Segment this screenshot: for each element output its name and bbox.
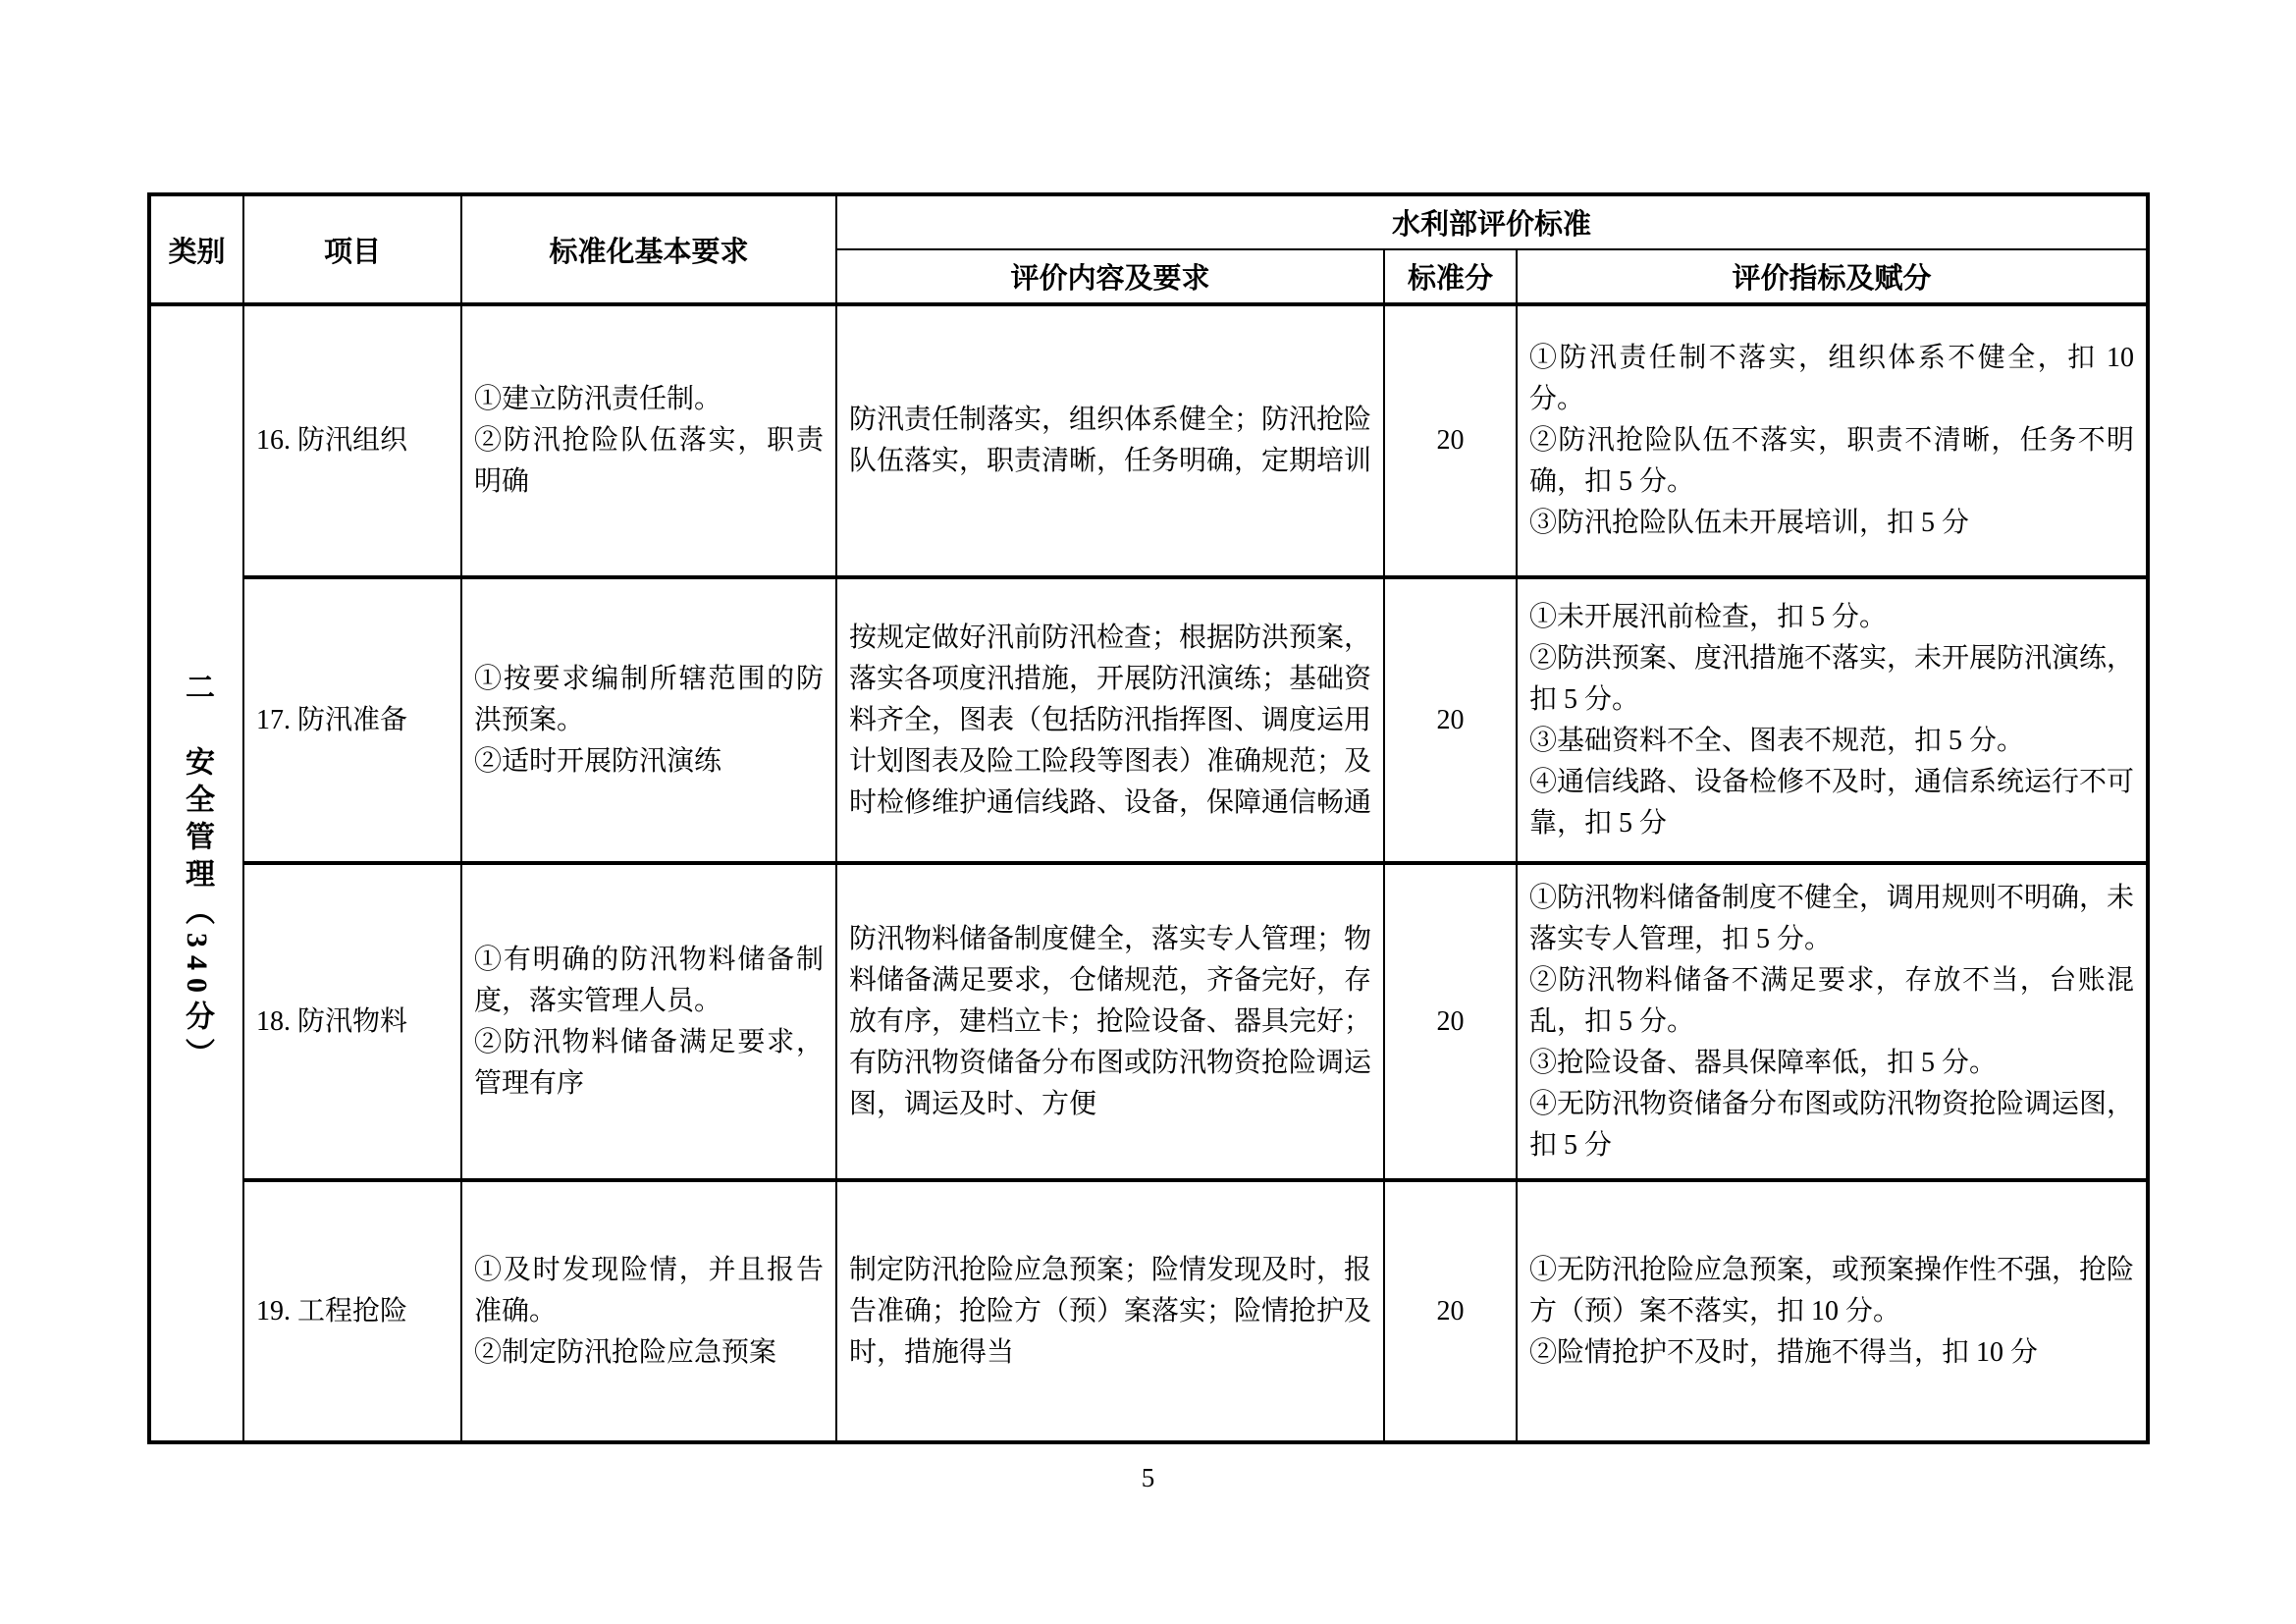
indicator-item: ③防汛抢险队伍未开展培训，扣 5 分 xyxy=(1529,508,1970,538)
indicators-cell xyxy=(1517,304,2148,577)
header-content: 评价内容及要求 xyxy=(836,249,1384,304)
requirements-cell xyxy=(461,863,836,1180)
indicator-item: ③抢险设备、器具保障率低，扣 5 分。 xyxy=(1529,1047,1998,1078)
indicator-item: ④无防汛物资储备分布图或防汛物资抢险调运图，扣 5 分 xyxy=(1529,1088,2135,1161)
indicator-item: ①防汛物料储备制度不健全，调用规则不明确，未落实专人管理，扣 5 分。 xyxy=(1529,882,2135,954)
indicators-cell xyxy=(1517,863,2148,1180)
indicator-item: ①未开展汛前检查，扣 5 分。 xyxy=(1529,601,1888,632)
requirement-item: ①有明确的防汛物料储备制度，落实管理人员。 xyxy=(474,944,824,1016)
requirement-item: ②制定防汛抢险应急预案 xyxy=(474,1336,777,1368)
indicator-item: ①防汛责任制不落实，组织体系不健全，扣 10 分。 xyxy=(1529,343,2134,414)
score-cell: 20 xyxy=(1384,304,1517,577)
requirement-item: ②防汛抢险队伍落实，职责明确 xyxy=(474,425,824,497)
content-text: 防汛物料储备制度健全，落实专人管理；物料储备满足要求，仓储规范，齐备完好，存放有序，建档立卡；抢险设备、器具完好；有防汛物资储备分布图或防汛物资抢险调运图，调运及时、方便 xyxy=(849,923,1372,1119)
header-indicators: 评价指标及赋分 xyxy=(1517,249,2148,304)
table-row-18 xyxy=(149,863,2148,1180)
requirement-item: ①按要求编制所辖范围的防洪预案。 xyxy=(474,663,824,735)
header-ministry-group: 水利部评价标准 xyxy=(836,194,2148,249)
header-row-group xyxy=(149,194,2148,249)
indicator-item: ①无防汛抢险应急预案，或预案操作性不强，抢险方（预）案不落实，扣 10 分。 xyxy=(1529,1254,2135,1326)
indicators-cell xyxy=(1517,577,2148,863)
header-category: 类别 xyxy=(149,194,243,304)
content-text: 制定防汛抢险应急预案；险情发现及时，报告准确；抢险方（预）案落实；险情抢护及时，措施得当 xyxy=(849,1254,1372,1368)
requirement-item: ①建立防汛责任制。 xyxy=(474,384,722,414)
table-row-17 xyxy=(149,577,2148,863)
indicator-item: ③基础资料不全、图表不规范，扣 5 分。 xyxy=(1529,725,2025,756)
header-score: 标准分 xyxy=(1384,249,1517,304)
requirement-item: ①及时发现险情，并且报告准确。 xyxy=(474,1254,824,1326)
table-row-19 xyxy=(149,1180,2148,1442)
indicator-item: ②防洪预案、度汛措施不落实，未开展防汛演练，扣 5 分。 xyxy=(1529,642,2135,715)
score-cell: 20 xyxy=(1384,863,1517,1180)
indicator-item: ②防汛抢险队伍不落实，职责不清晰，任务不明确，扣 5 分。 xyxy=(1529,425,2134,497)
category-label: 二 安全管理（340分） xyxy=(181,672,213,1075)
content-text: 按规定做好汛前防汛检查；根据防洪预案，落实各项度汛措施，开展防汛演练；基础资料齐全，图表（包括防汛指挥图、调度运用计划图表及险工险段等图表）准确规范；及时检修维护通信线路、设备，保障通信畅通 xyxy=(849,622,1372,818)
score-cell: 20 xyxy=(1384,577,1517,863)
content-cell xyxy=(836,304,1384,577)
content-cell xyxy=(836,577,1384,863)
indicator-item: ②防汛物料储备不满足要求，存放不当，台账混乱，扣 5 分。 xyxy=(1529,964,2134,1037)
header-requirements: 标准化基本要求 xyxy=(461,194,836,304)
item-cell: 18. 防汛物料 xyxy=(243,863,461,1180)
requirements-cell xyxy=(461,1180,836,1442)
evaluation-table xyxy=(147,192,2150,1444)
header-item: 项目 xyxy=(243,194,461,304)
requirement-item: ②适时开展防汛演练 xyxy=(474,745,722,777)
content-cell xyxy=(836,863,1384,1180)
indicator-item: ②险情抢护不及时，措施不得当，扣 10 分 xyxy=(1529,1336,2039,1368)
item-cell: 16. 防汛组织 xyxy=(243,304,461,577)
table-row-16 xyxy=(149,304,2148,577)
score-cell: 20 xyxy=(1384,1180,1517,1442)
category-cell xyxy=(149,304,243,1442)
requirements-cell xyxy=(461,304,836,577)
indicator-item: ④通信线路、设备检修不及时，通信系统运行不可靠，扣 5 分 xyxy=(1529,766,2135,839)
content-text: 防汛责任制落实，组织体系健全；防汛抢险队伍落实，职责清晰，任务明确，定期培训 xyxy=(849,405,1372,476)
requirements-cell xyxy=(461,577,836,863)
item-cell: 17. 防汛准备 xyxy=(243,577,461,863)
indicators-cell xyxy=(1517,1180,2148,1442)
item-cell: 19. 工程抢险 xyxy=(243,1180,461,1442)
content-cell xyxy=(836,1180,1384,1442)
requirement-item: ②防汛物料储备满足要求，管理有序 xyxy=(474,1026,824,1099)
page-number: 5 xyxy=(1141,1463,1155,1492)
